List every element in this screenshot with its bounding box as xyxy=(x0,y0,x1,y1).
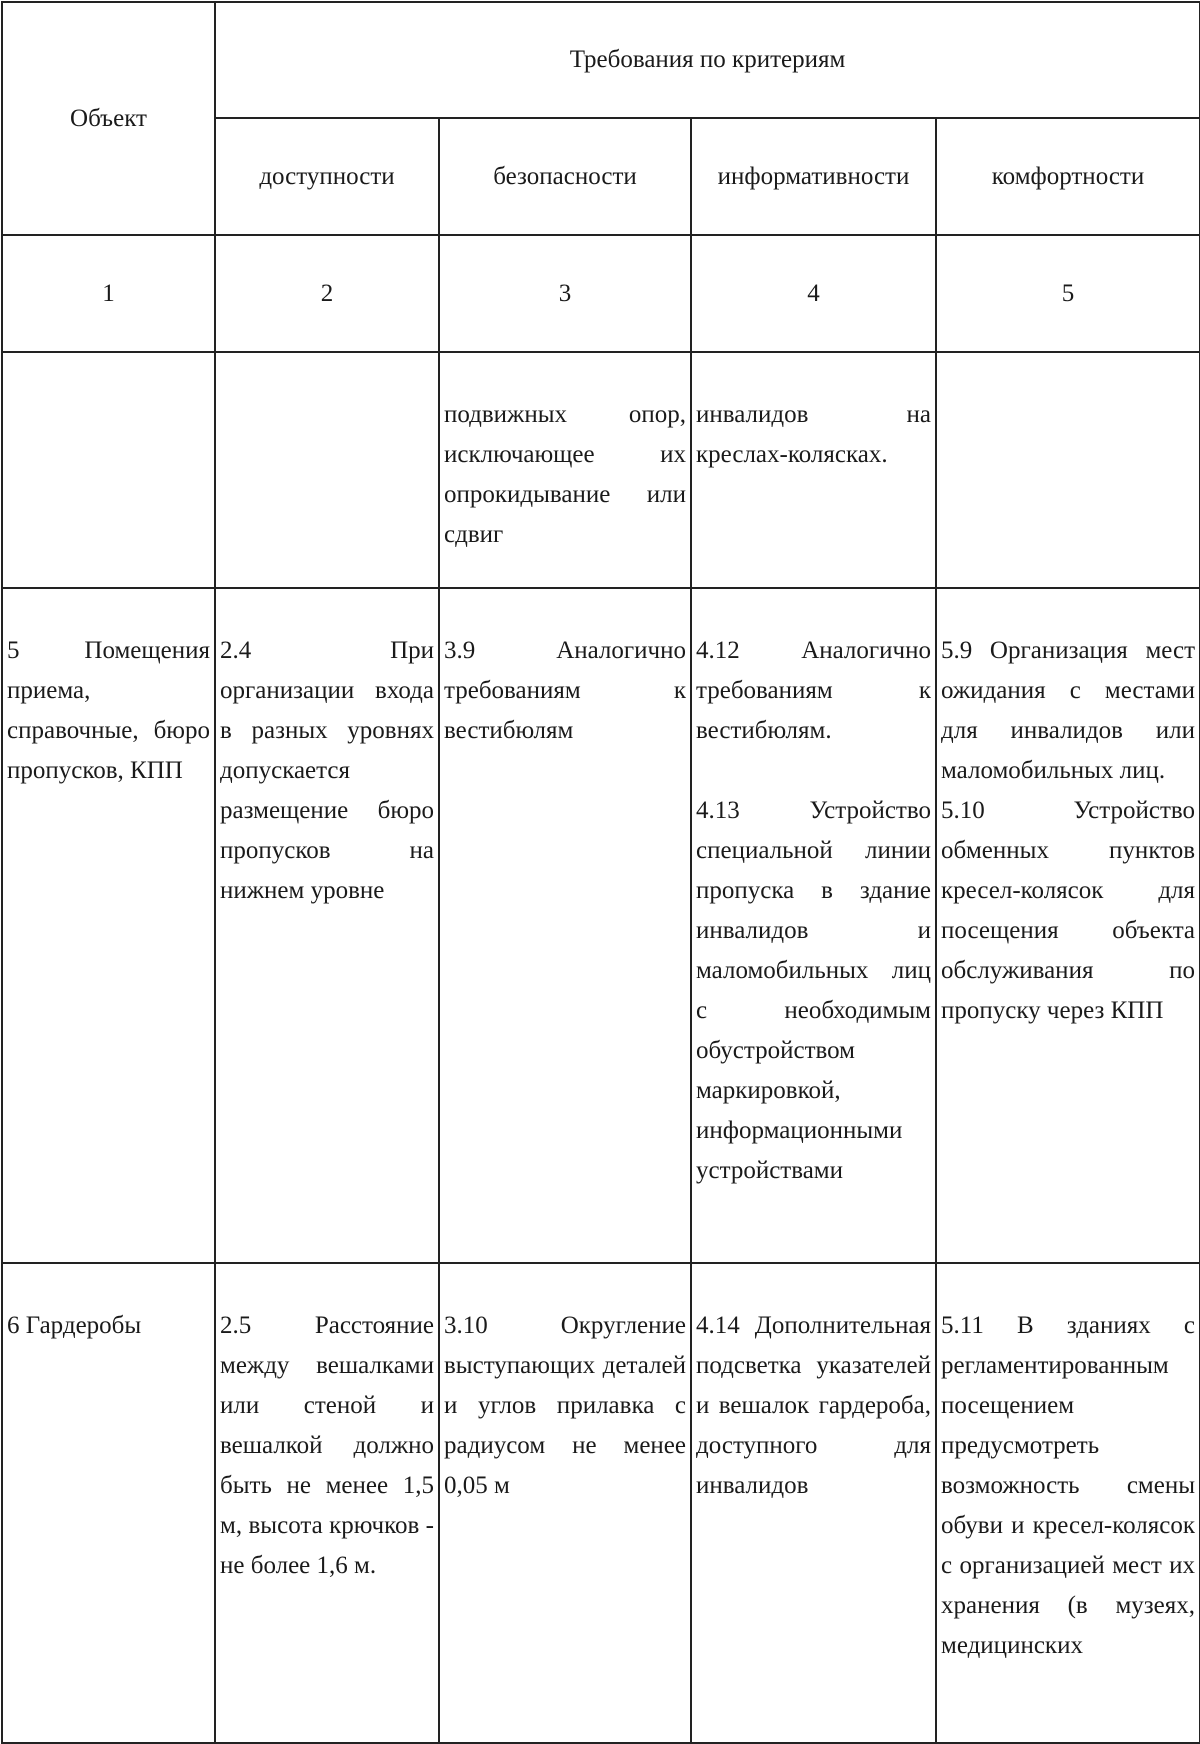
criterion-header-informativeness: информативности xyxy=(691,118,936,235)
cell-text: 3.9 Аналогично требованиям к вестибюлям xyxy=(444,637,686,744)
object-cell xyxy=(2,588,215,1263)
informativeness-cell xyxy=(691,1263,936,1743)
cell-text: 4.12 Аналогично требованиям к вестибюлям. xyxy=(696,637,931,744)
requirements-table xyxy=(1,1,1200,1744)
cell-text: подвижных опор, исключающее их опрокидывание или сдвиг xyxy=(444,401,686,548)
cell-text: 3.10 Округление выступающих деталей и углов прилавка с радиусом не менее 0,05 м xyxy=(444,1312,686,1499)
cell-text: инвалидов на креслах-колясках. xyxy=(696,401,931,468)
accessibility-cell xyxy=(215,1263,439,1743)
header-row-top xyxy=(2,2,1200,118)
table-row xyxy=(2,352,1200,588)
column-number: 3 xyxy=(439,235,691,352)
cell-text: 5 Помещения приема, справочные, бюро пропусков, КПП xyxy=(7,637,210,784)
informativeness-cell xyxy=(691,352,936,588)
object-header: Объект xyxy=(2,2,215,235)
cell-text: 5.9 Организация мест ожидания с местами для инвалидов или маломобильных лиц. xyxy=(941,637,1196,784)
safety-cell xyxy=(439,352,691,588)
comfort-cell xyxy=(936,1263,1200,1743)
informativeness-cell xyxy=(691,588,936,1263)
accessibility-cell xyxy=(215,588,439,1263)
comfort-cell xyxy=(936,352,1200,588)
column-number: 1 xyxy=(2,235,215,352)
safety-cell xyxy=(439,1263,691,1743)
comfort-cell xyxy=(936,588,1200,1263)
cell-text: 6 Гардеробы xyxy=(7,1312,142,1339)
cell-text: 4.13 Устройство специальной линии пропуска в здание инвалидов и маломобильных лиц с необходимым обустройством маркировкой, информационными устройствами xyxy=(696,797,931,1184)
cell-text: 4.14 Дополнительная подсветка указателей и вешалок гардероба, доступного для инвалидов xyxy=(696,1312,931,1499)
column-number-row xyxy=(2,235,1200,352)
object-cell xyxy=(2,1263,215,1743)
column-number: 4 xyxy=(691,235,936,352)
table-row xyxy=(2,1263,1200,1743)
cell-text: 5.11 В зданиях с регламентированным посещением предусмотреть возможность смены обуви и кресел-колясок с организацией мест их хранения (в музеях, медицинских xyxy=(941,1312,1196,1659)
criterion-header-accessibility: доступности xyxy=(215,118,439,235)
accessibility-cell xyxy=(215,352,439,588)
safety-cell xyxy=(439,588,691,1263)
cell-text: 2.5 Расстояние между вешалками или стеной и вешалкой должно быть не менее 1,5 м, высота крючков - не более 1,6 м. xyxy=(220,1312,434,1579)
criterion-header-safety: безопасности xyxy=(439,118,691,235)
column-number: 2 xyxy=(215,235,439,352)
object-cell xyxy=(2,352,215,588)
requirements-header: Требования по критериям xyxy=(215,2,1200,118)
cell-text: 2.4 При организации входа в разных уровнях допускается размещение бюро пропусков на нижнем уровне xyxy=(220,637,434,904)
criterion-header-comfort: комфортности xyxy=(936,118,1200,235)
table-row xyxy=(2,588,1200,1263)
cell-text: 5.10 Устройство обменных пунктов кресел-колясок для посещения объекта обслуживания по пропуску через КПП xyxy=(941,797,1196,1024)
column-number: 5 xyxy=(936,235,1200,352)
